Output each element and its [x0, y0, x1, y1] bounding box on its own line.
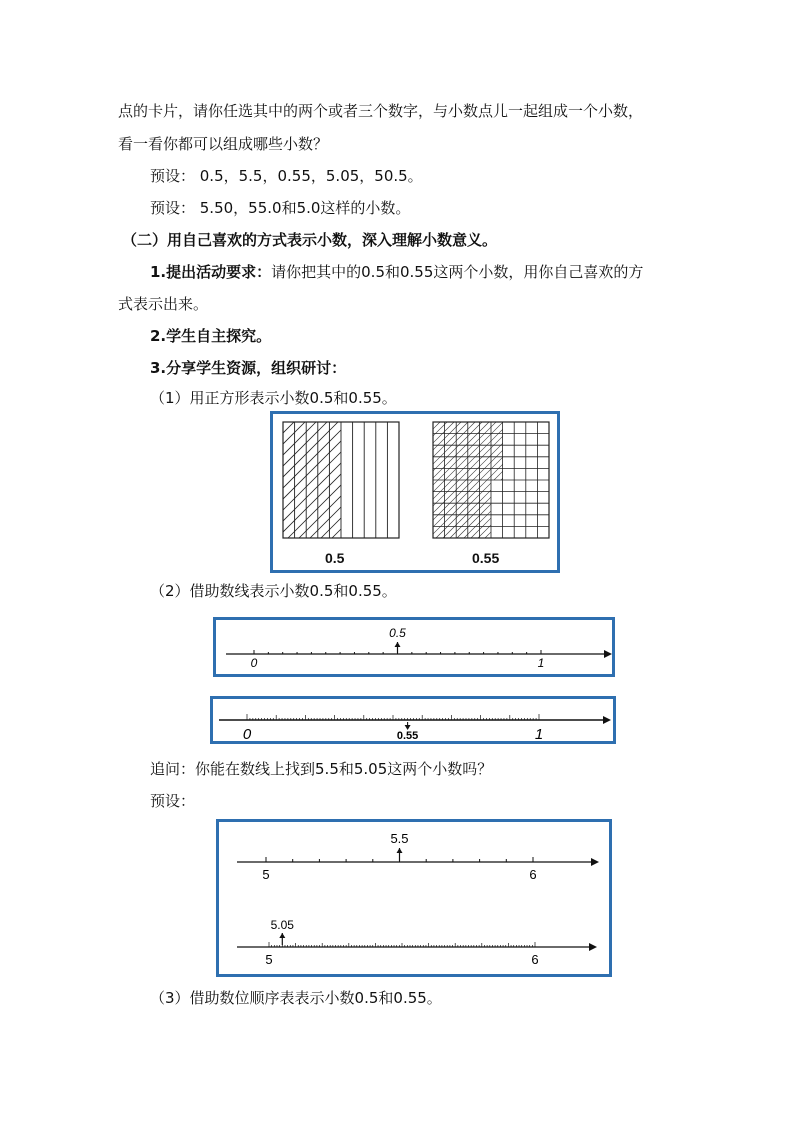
- axis-arrowhead-top: [591, 858, 599, 866]
- unshaded-half: [341, 422, 399, 538]
- hatch-line: [273, 422, 305, 538]
- end-label-top: 6: [529, 867, 537, 882]
- mark-label-5-05: 5.05: [270, 918, 294, 932]
- mark-label-5-5: 5.5: [390, 831, 409, 846]
- caption-0-55: 0.55: [472, 550, 500, 566]
- preset-line-3: 预设：: [150, 792, 196, 810]
- mark-arrowhead-5-5: [397, 848, 403, 853]
- step-3: 3.分享学生资源，组织研讨：: [150, 359, 347, 377]
- start-label: 0: [242, 726, 252, 741]
- numberline-c-svg: [219, 822, 609, 974]
- hatch-line: [555, 422, 557, 538]
- hatch-line: [273, 422, 327, 538]
- subheading-1: （1）用正方形表示小数0.5和0.55。: [150, 389, 397, 407]
- axis-arrowhead: [604, 650, 612, 658]
- subheading-2: （2）借助数线表示小数0.5和0.55。: [150, 582, 397, 600]
- preset-line-1: 预设： 0.5，5.5，0.55，5.05，50.5。: [150, 167, 423, 185]
- squares-figure: [270, 411, 560, 573]
- preset-line-2: 预设： 5.50，55.0和5.0这样的小数。: [150, 199, 411, 217]
- section-heading: （二）用自己喜欢的方式表示小数，深入理解小数意义。: [122, 231, 498, 249]
- ticks-b: [247, 714, 539, 720]
- axis-arrowhead: [603, 716, 611, 724]
- numberline-figure-b: [210, 696, 616, 744]
- mark-label-0-5: 0.5: [389, 626, 406, 640]
- hatch-line: [273, 422, 349, 538]
- requirement-continuation: 式表示出来。: [118, 295, 209, 313]
- requirement-text: 请你把其中的0.5和0.55这两个小数，用你自己喜欢的方: [271, 263, 644, 281]
- numberline-b-svg: [213, 699, 613, 741]
- ticks-d: [269, 942, 535, 947]
- tenths-square: [273, 422, 459, 538]
- numberline-figure-c: [216, 819, 612, 977]
- requirement-label: 1.提出活动要求：: [150, 263, 272, 281]
- paragraph-line-1: 点的卡片，请你任选其中的两个或者三个数字，与小数点儿一起组成一个小数，: [118, 102, 644, 120]
- end-label: 1: [534, 726, 544, 741]
- axis-arrowhead-bottom: [589, 943, 597, 951]
- end-label-bottom: 6: [531, 952, 539, 967]
- paragraph-line-2: 看一看你都可以组成哪些小数？: [118, 135, 329, 153]
- hatch-line: [555, 422, 557, 538]
- mark-arrowhead: [395, 642, 401, 647]
- followup-question: 追问：你能在数线上找到5.5和5.05这两个小数吗？: [150, 760, 493, 778]
- step-2: 2.学生自主探究。: [150, 327, 272, 345]
- hatch-line: [273, 422, 283, 538]
- start-label: 0: [250, 656, 258, 670]
- requirement-line: [150, 262, 643, 282]
- start-label-bottom: 5: [265, 952, 273, 967]
- numberline-a-svg: [216, 620, 612, 674]
- mark-arrowhead-5-05: [279, 933, 285, 938]
- caption-0-5: 0.5: [325, 550, 345, 566]
- squares-svg: [273, 414, 557, 570]
- mark-label-0-55: 0.55: [396, 730, 419, 741]
- start-label-top: 5: [262, 867, 270, 882]
- numberline-figure-a: [213, 617, 615, 677]
- subheading-3: （3）借助数位顺序表表示小数0.5和0.55。: [150, 989, 442, 1007]
- end-label: 1: [537, 656, 545, 670]
